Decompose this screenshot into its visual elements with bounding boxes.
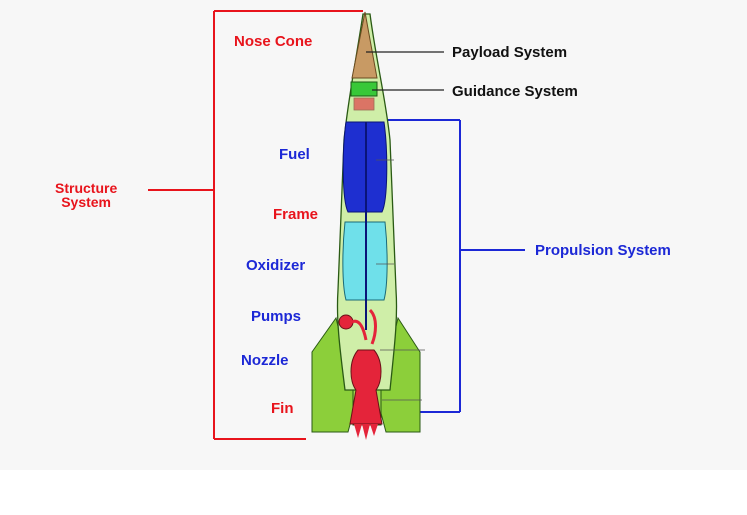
label-fin: Fin — [271, 400, 294, 417]
label-payload-system: Payload System — [452, 44, 568, 61]
label-oxidizer: Oxidizer — [246, 257, 306, 274]
pump — [339, 315, 353, 329]
label-fuel: Fuel — [279, 146, 310, 163]
engine-nozzle — [350, 350, 382, 424]
label-nozzle: Nozzle — [241, 352, 289, 369]
guidance-lower — [354, 98, 374, 110]
label-structure-line1: Structure — [55, 180, 118, 196]
guidance-section — [351, 82, 377, 96]
label-structure-system — [55, 181, 117, 209]
label-nose-cone: Nose Cone — [234, 33, 313, 50]
label-propulsion-system: Propulsion System — [535, 242, 671, 259]
label-pumps: Pumps — [251, 308, 302, 325]
label-frame: Frame — [273, 206, 319, 223]
label-structure-line2: System — [61, 194, 112, 210]
label-guidance-system: Guidance System — [452, 83, 578, 100]
exhaust-spikes — [354, 424, 378, 440]
